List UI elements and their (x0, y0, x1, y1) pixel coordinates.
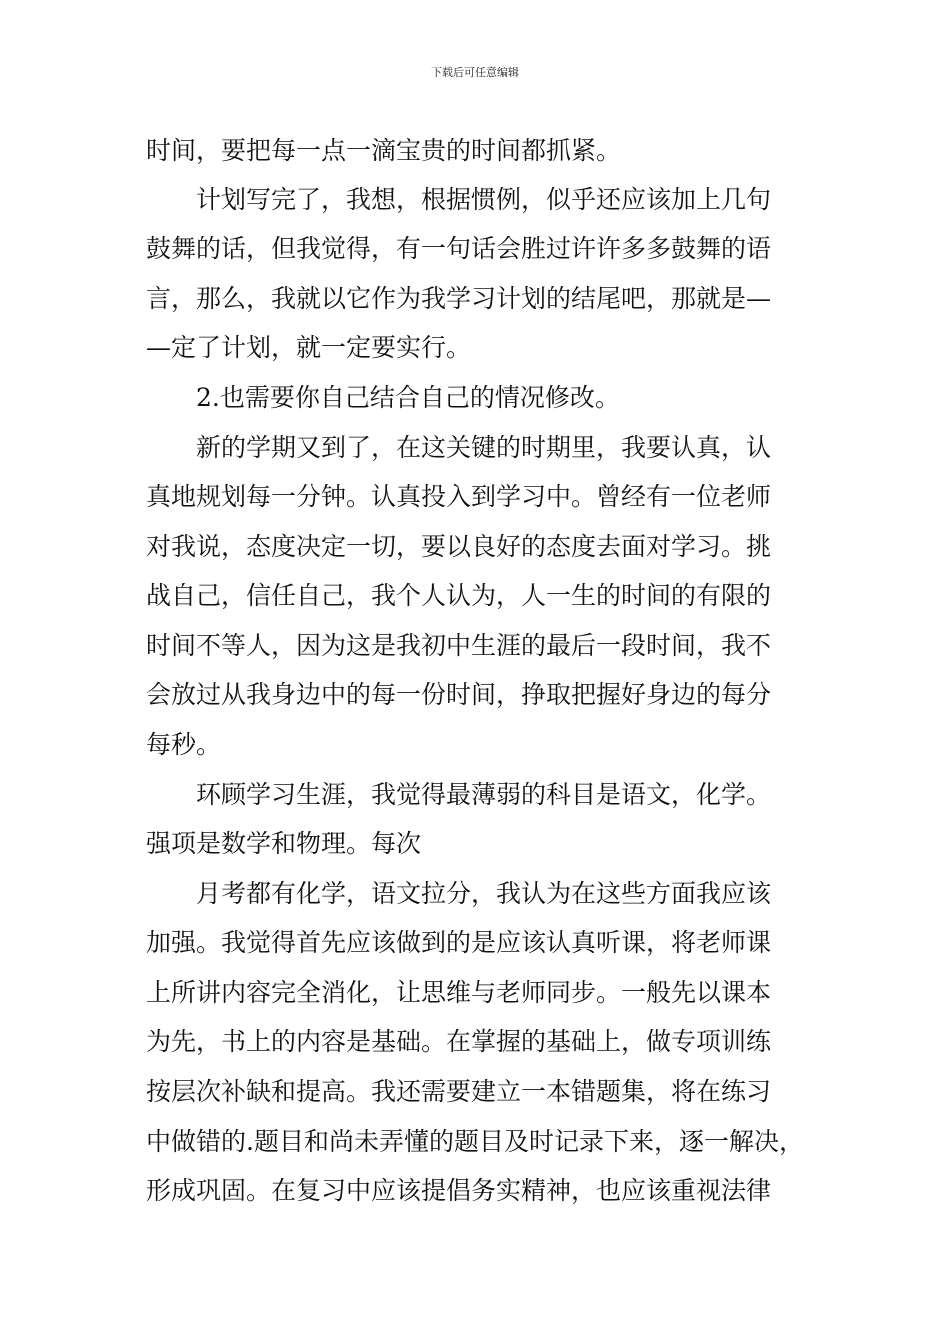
text-line: 2.也需要你自己结合自己的情况修改。 (196, 383, 620, 412)
text-line: 鼓舞的话，但我觉得，有一句话会胜过许许多多鼓舞的语 (146, 234, 772, 263)
text-line: 上所讲内容完全消化，让思维与老师同步。一般先以课本 (146, 978, 772, 1007)
text-line: 对我说，态度决定一切，要以良好的态度去面对学习。挑 (146, 532, 772, 561)
text-line: 加强。我觉得首先应该做到的是应该认真听课，将老师课 (146, 928, 772, 957)
text-line: 时间，要把每一点一滴宝贵的时间都抓紧。 (146, 136, 622, 165)
text-line: 每秒。 (146, 730, 222, 759)
text-line: 计划写完了，我想，根据惯例，似乎还应该加上几句 (196, 185, 772, 214)
text-line: 月考都有化学，语文拉分，我认为在这些方面我应该 (196, 879, 772, 908)
text-line: 会放过从我身边中的每一份时间，挣取把握好身边的每分 (146, 680, 772, 709)
text-line: 战自己，信任自己，我个人认为，人一生的时间的有限的 (146, 581, 772, 610)
text-line: 环顾学习生涯，我觉得最薄弱的科目是语文，化学。 (196, 780, 772, 809)
text-line: 强项是数学和物理。每次 (146, 829, 422, 858)
text-line: 时间不等人，因为这是我初中生涯的最后一段时间，我不 (146, 631, 772, 660)
text-line: 按层次补缺和提高。我还需要建立一本错题集，将在练习 (146, 1077, 772, 1106)
text-line: 言，那么，我就以它作为我学习计划的结尾吧，那就是— (146, 284, 772, 313)
text-line: 形成巩固。在复习中应该提倡务实精神，也应该重视法律 (146, 1176, 772, 1205)
text-line: 为先，书上的内容是基础。在掌握的基础上，做专项训练 (146, 1027, 772, 1056)
text-line: —定了计划，就一定要实行。 (146, 333, 472, 362)
text-line: 中做错的.题目和尚未弄懂的题目及时记录下来，逐一解决， (146, 1127, 804, 1156)
text-line: 真地规划每一分钟。认真投入到学习中。曾经有一位老师 (146, 482, 772, 511)
text-line: 新的学期又到了，在这关键的时期里，我要认真，认 (196, 433, 772, 462)
page-header: 下载后可任意编辑 (431, 66, 519, 79)
